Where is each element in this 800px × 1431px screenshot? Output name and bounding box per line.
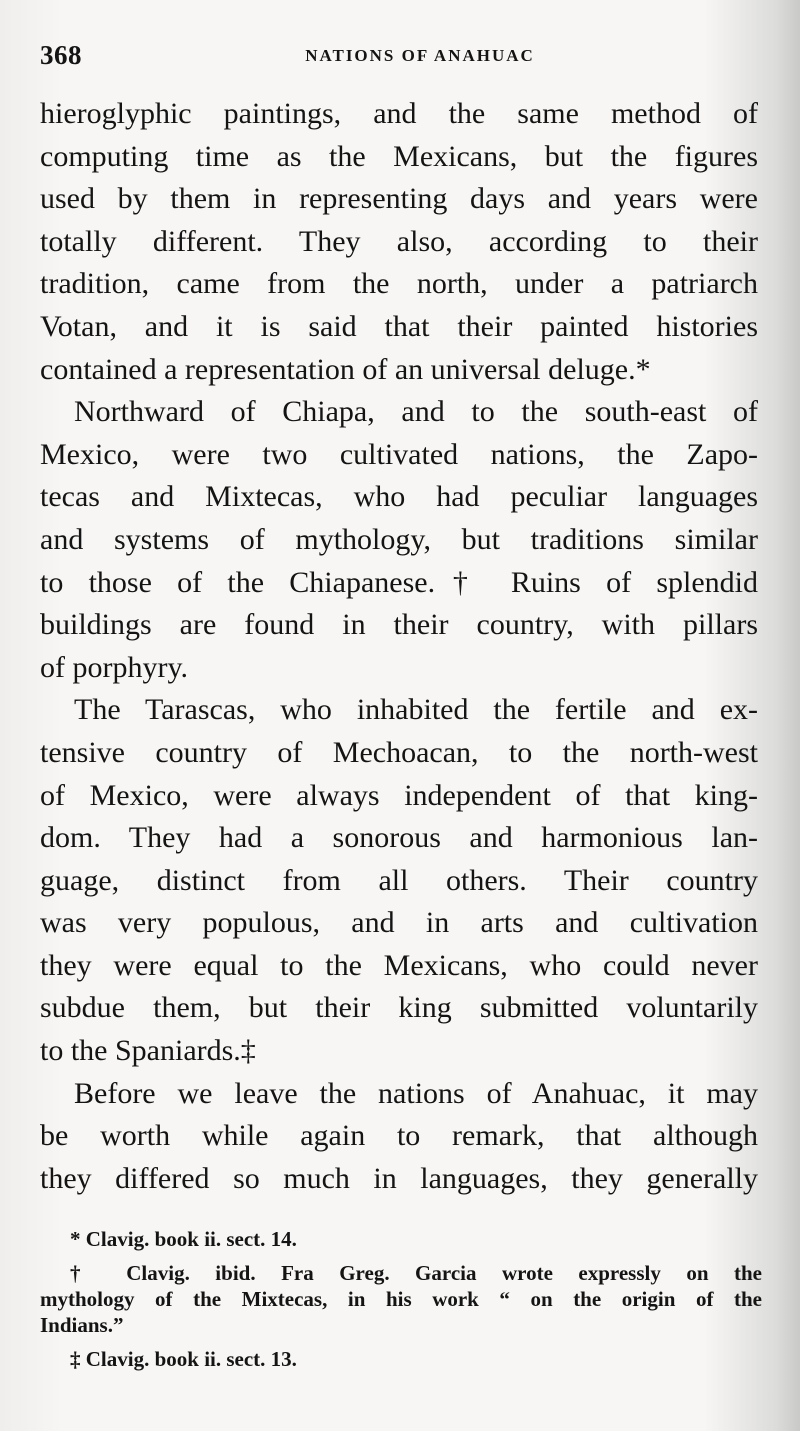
text-line: Votan, and it is said that their painted histories [40,309,758,343]
text-line: subdue them, but their king submitted voluntarily [40,991,758,1025]
running-head: NATIONS OF ANAHUAC [305,46,535,65]
footnote: * Clavig. book ii. sect. 14. [70,1227,297,1251]
text-line: totally different. They also, according to their [40,224,758,258]
text-line: to those of the Chiapanese.† Ruins of splendid [40,565,758,599]
page-header [40,38,760,78]
text-line: computing time as the Mexicans, but the figures [40,139,758,173]
text-line: of Mexico, were always independent of that king- [40,778,758,812]
text-line: and systems of mythology, but traditions similar [40,522,758,556]
footnote: ‡ Clavig. book ii. sect. 13. [70,1347,297,1371]
body-text [40,93,758,1200]
text-line: Mexico, were two cultivated nations, the Zapo- [40,437,758,471]
text-line: The Tarascas, who inhabited the fertile and ex- [74,693,758,727]
text-line: guage, distinct from all others. Their country [40,863,758,897]
text-line: be worth while again to remark, that although [40,1119,758,1153]
page-number: 368 [40,40,82,70]
footnote: † Clavig. ibid. Fra Greg. Garcia wrote expressly on the [70,1261,762,1285]
text-line: tradition, came from the north, under a patriarch [40,267,758,301]
text-line: they differed so much in languages, they generally [40,1161,758,1195]
text-line: used by them in representing days and years were [40,182,758,216]
text-line: Northward of Chiapa, and to the south-east of [74,395,758,429]
text-line: buildings are found in their country, with pillars [40,608,758,642]
footnotes [40,1226,762,1372]
text-line: contained a representation of an universal deluge.* [40,352,651,386]
text-line: was very populous, and in arts and cultivation [40,906,758,940]
text-line: tensive country of Mechoacan, to the north-west [40,735,758,769]
text-line: tecas and Mixtecas, who had peculiar languages [40,480,758,514]
text-line: Before we leave the nations of Anahuac, it may [74,1076,758,1110]
text-line: hieroglyphic paintings, and the same method of [40,97,758,130]
text-line: to the Spaniards.‡ [40,1034,256,1068]
text-line: they were equal to the Mexicans, who could never [40,948,758,982]
footnote: mythology of the Mixtecas, in his work “ on the origin of the [40,1287,762,1311]
text-line: of porphyry. [40,650,189,684]
text-line: dom. They had a sonorous and harmonious lan- [40,821,758,855]
footnote: Indians.” [40,1313,124,1337]
